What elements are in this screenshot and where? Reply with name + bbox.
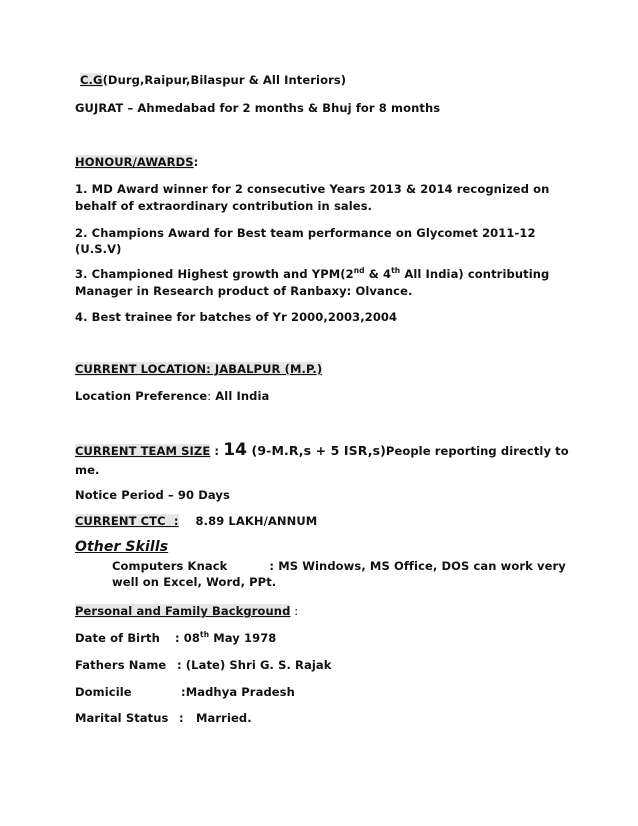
honour-item-3-line-2: Manager in Research product of Ranbaxy: Olvance. (75, 284, 413, 298)
ctc-label: CURRENT CTC : (75, 514, 179, 528)
location-preference-line: Location Preference: All India (75, 389, 270, 403)
current-location-line (75, 360, 322, 378)
cg-abbr: C.G (80, 73, 103, 87)
father-line: Fathers Name : (Late) Shri G. S. Rajak (75, 658, 332, 672)
location-cg-line (80, 71, 346, 89)
skills-line-1: Computers Knack : MS Windows, MS Office, DOS can work very (112, 559, 566, 573)
cg-areas: (Durg,Raipur,Bilaspur & All Interiors) (102, 73, 347, 87)
honour-item-2-line-1: 2. Champions Award for Best team performance on Glycomet 2011-12 (75, 226, 536, 240)
other-skills-heading: Other Skills (75, 539, 169, 555)
location-preference-value: All India (211, 389, 270, 403)
honours-heading-line: HONOUR/AWARDS: (75, 155, 199, 169)
dob-line: Date of Birth : 08th May 1978 (75, 630, 277, 645)
dob-label: Date of Birth (75, 631, 160, 645)
honour-item-3-line-1: 3. Championed Highest growth and YPM(2nd & 4th All India) contributing (75, 266, 550, 281)
domicile-label: Domicile (75, 685, 132, 699)
team-size-number: 14 (223, 440, 248, 460)
personal-heading: Personal and Family Background (75, 604, 291, 618)
personal-heading-line: Personal and Family Background : (75, 604, 299, 618)
honour-item-1-line-2: behalf of extraordinary contribution in sales. (75, 199, 373, 213)
current-ctc-line (75, 512, 317, 530)
team-size-label: CURRENT TEAM SIZE (75, 444, 211, 458)
skills-line-2: well on Excel, Word, PPt. (112, 575, 277, 589)
ctc-value: 8.89 LAKH/ANNUM (195, 514, 318, 528)
honour-item-1-line-1: 1. MD Award winner for 2 consecutive Years 2013 & 2014 recognized on (75, 182, 550, 196)
father-label: Fathers Name (75, 658, 167, 672)
notice-period: Notice Period – 90 Days (75, 488, 230, 502)
current-location: CURRENT LOCATION: JABALPUR (M.P.) (75, 362, 323, 376)
team-size-line: CURRENT TEAM SIZE : 14 (9-M.R,s + 5 ISR,s)People reporting directly to (75, 440, 569, 460)
honours-heading: HONOUR/AWARDS (75, 155, 194, 169)
team-size-detail: (9-M.R,s + 5 ISR,s) (247, 443, 386, 458)
marital-line: Marital Status : Married. (75, 711, 252, 725)
marital-label: Marital Status (75, 711, 169, 725)
honour-item-4: 4. Best trainee for batches of Yr 2000,2003,2004 (75, 310, 398, 324)
domicile-line: Domicile :Madhya Pradesh (75, 685, 295, 699)
team-size-line-2: me. (75, 463, 100, 477)
location-gujrat-line: GUJRAT – Ahmedabad for 2 months & Bhuj for 8 months (75, 101, 441, 115)
honour-item-2-line-2: (U.S.V) (75, 242, 122, 256)
